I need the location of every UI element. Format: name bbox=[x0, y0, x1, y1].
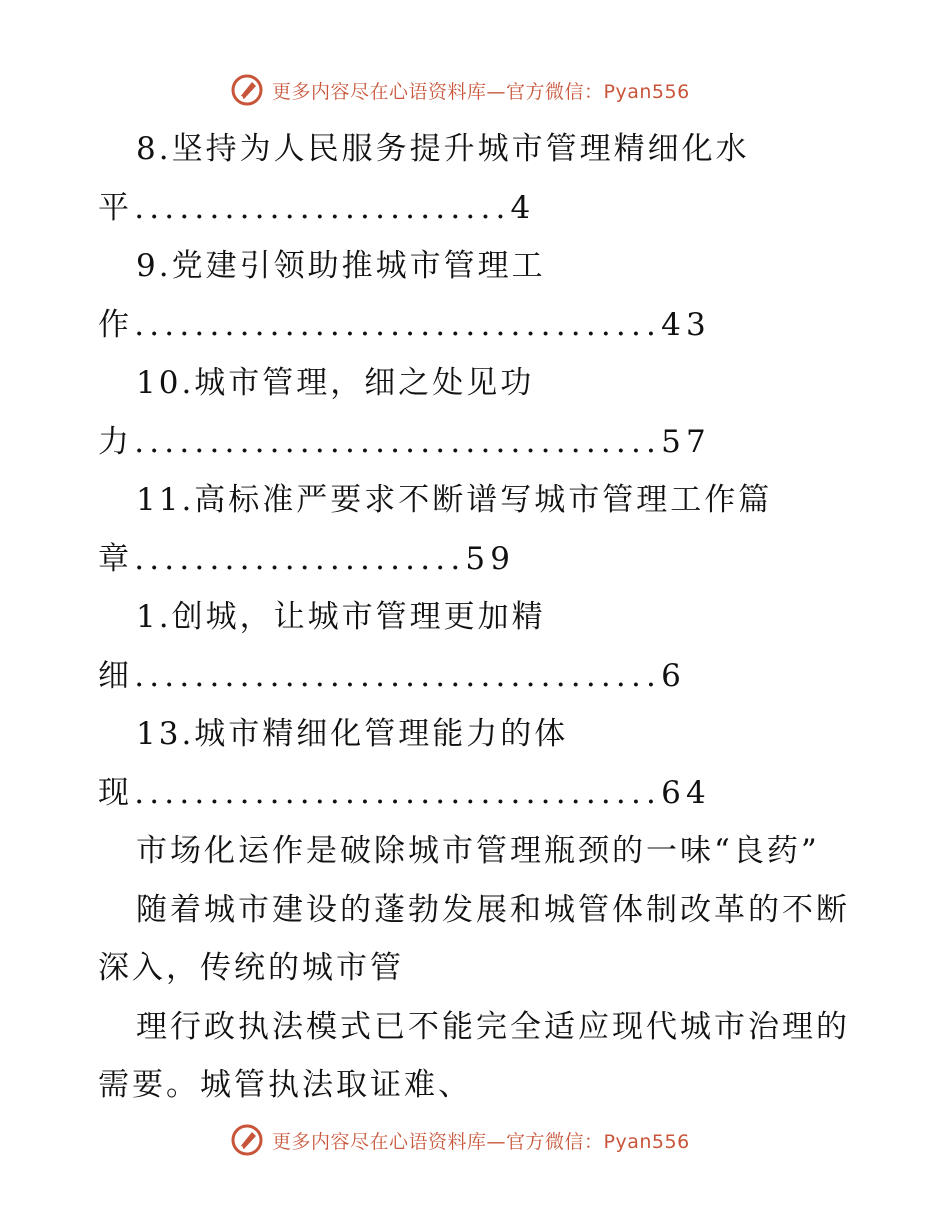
toc-entry-title: 1.创城，让城市管理更加精 bbox=[136, 599, 546, 635]
document-body bbox=[98, 120, 858, 1115]
toc-entry-title: 11.高标准严要求不断谱写城市管理工作篇 bbox=[136, 482, 773, 518]
paragraph-line: 深入，传统的城市管 bbox=[98, 950, 404, 986]
pen-nib-circle-icon bbox=[230, 73, 264, 107]
paragraph-line: 需要。城管执法取证难、 bbox=[98, 1067, 472, 1103]
pen-nib-circle-icon bbox=[230, 1123, 264, 1157]
toc-entry-page: 力...................................57 bbox=[98, 423, 711, 460]
paragraph-line: 理行政执法模式已不能完全适应现代城市治理的 bbox=[136, 1008, 850, 1045]
toc-entry-title: 13.城市精细化管理能力的体 bbox=[136, 716, 569, 752]
toc-entry-page: 细...................................6 bbox=[98, 657, 687, 694]
toc-entry-page: 平.........................4 bbox=[98, 189, 536, 226]
paragraph-line: 随着城市建设的蓬勃发展和城管体制改革的不断 bbox=[136, 891, 850, 928]
toc-entry-page: 现...................................64 bbox=[98, 774, 711, 811]
toc-entry-title: 9.党建引领助推城市管理工 bbox=[136, 248, 546, 284]
toc-entry-title: 8.坚持为人民服务提升城市管理精细化水 bbox=[136, 131, 750, 167]
paragraph-heading: 市场化运作是破除城市管理瓶颈的一味“良药” bbox=[136, 833, 820, 869]
watermark-text: 更多内容尽在心语资料库—官方微信：Pyan556 bbox=[272, 80, 690, 103]
toc-entry-page: 章......................59 bbox=[98, 540, 516, 577]
toc-entry-title: 10.城市管理，细之处见功 bbox=[136, 365, 535, 401]
toc-entry-page: 作...................................43 bbox=[98, 306, 711, 343]
watermark-text: 更多内容尽在心语资料库—官方微信：Pyan556 bbox=[272, 1130, 690, 1153]
header-watermark bbox=[230, 70, 690, 110]
footer-watermark bbox=[230, 1120, 690, 1160]
